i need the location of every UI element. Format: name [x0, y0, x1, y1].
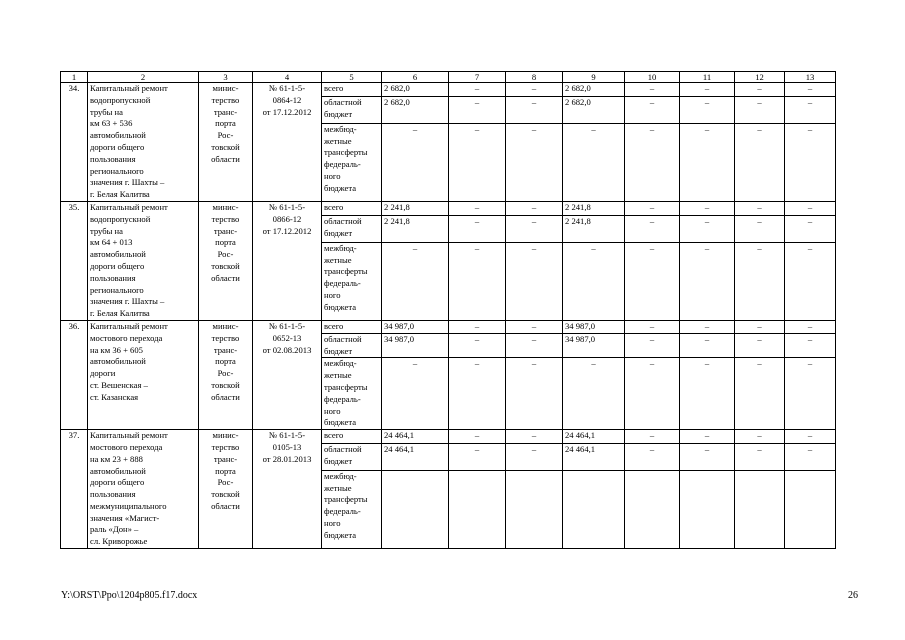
amount-cell: 2 241,8 — [382, 201, 449, 215]
amount-cell: – — [449, 123, 506, 201]
amount-cell: – — [735, 83, 785, 97]
file-path: Y:\ORST\Ppo\1204p805.f17.docx — [61, 590, 198, 601]
amount-cell: – — [785, 358, 836, 430]
amount-cell: – — [382, 358, 449, 430]
amount-cell — [506, 470, 563, 548]
amount-cell — [785, 470, 836, 548]
amount-cell: 2 682,0 — [563, 83, 625, 97]
expertise-document: № 61-1-5- 0864-12 от 17.12.2012 — [253, 83, 322, 202]
row-number: 37. — [61, 430, 88, 549]
amount-cell: – — [506, 242, 563, 320]
funding-source: областной бюджет — [322, 96, 382, 123]
amount-cell: – — [735, 201, 785, 215]
amount-cell: – — [449, 320, 506, 333]
amount-cell: – — [506, 83, 563, 97]
funding-source: всего — [322, 320, 382, 333]
column-number: 4 — [253, 72, 322, 83]
amount-cell: – — [449, 96, 506, 123]
expertise-document: № 61-1-5- 0652-13 от 02.08.2013 — [253, 320, 322, 429]
amount-cell: – — [680, 242, 735, 320]
amount-cell: – — [625, 242, 680, 320]
funding-source: областной бюджет — [322, 333, 382, 358]
amount-cell: – — [625, 430, 680, 444]
amount-cell: – — [785, 430, 836, 444]
amount-cell: – — [625, 96, 680, 123]
amount-cell: – — [735, 123, 785, 201]
amount-cell: – — [735, 430, 785, 444]
column-number-row — [61, 72, 836, 83]
amount-cell: – — [625, 333, 680, 358]
amount-cell: – — [680, 215, 735, 242]
amount-cell: – — [735, 242, 785, 320]
column-number: 5 — [322, 72, 382, 83]
amount-cell: 24 464,1 — [382, 430, 449, 444]
amount-cell: 34 987,0 — [563, 333, 625, 358]
column-number: 8 — [506, 72, 563, 83]
amount-cell: – — [382, 242, 449, 320]
amount-cell: – — [563, 358, 625, 430]
amount-cell — [563, 470, 625, 548]
amount-cell: – — [785, 444, 836, 471]
amount-cell: – — [735, 358, 785, 430]
amount-cell: – — [449, 333, 506, 358]
amount-cell: – — [735, 215, 785, 242]
page-number: 26 — [848, 590, 858, 601]
column-number: 1 — [61, 72, 88, 83]
amount-cell: – — [506, 333, 563, 358]
amount-cell: – — [625, 215, 680, 242]
amount-cell: – — [506, 96, 563, 123]
amount-cell: 24 464,1 — [563, 444, 625, 471]
amount-cell — [735, 470, 785, 548]
amount-cell: – — [735, 96, 785, 123]
amount-cell: 2 682,0 — [382, 96, 449, 123]
customer-org: минис- терство транс- порта Рос- товской области — [199, 201, 253, 320]
amount-cell: – — [680, 320, 735, 333]
row-number: 34. — [61, 83, 88, 202]
amount-cell: – — [785, 333, 836, 358]
column-number: 13 — [785, 72, 836, 83]
amount-cell — [625, 470, 680, 548]
amount-cell: – — [563, 242, 625, 320]
amount-cell: 2 682,0 — [382, 83, 449, 97]
amount-cell: – — [680, 96, 735, 123]
funding-source: областной бюджет — [322, 215, 382, 242]
amount-cell: – — [785, 123, 836, 201]
amount-cell: – — [625, 358, 680, 430]
amount-cell: 34 987,0 — [382, 333, 449, 358]
column-number: 9 — [563, 72, 625, 83]
amount-cell: – — [506, 444, 563, 471]
row-number: 36. — [61, 320, 88, 429]
amount-cell: – — [680, 430, 735, 444]
expertise-document: № 61-1-5- 0105-13 от 28.01.2013 — [253, 430, 322, 549]
column-number: 12 — [735, 72, 785, 83]
amount-cell: 2 241,8 — [563, 215, 625, 242]
amount-cell: – — [506, 430, 563, 444]
amount-cell: – — [680, 201, 735, 215]
table-row — [61, 201, 836, 215]
object-name: Капитальный ремонт водопропускной трубы на км 64 + 013 автомобильной дороги общего пользования регионального значения г. Шахты – г. Белая Калитва — [88, 201, 199, 320]
amount-cell: 24 464,1 — [563, 430, 625, 444]
column-number: 2 — [88, 72, 199, 83]
funding-source: всего — [322, 201, 382, 215]
amount-cell: – — [785, 215, 836, 242]
amount-cell: – — [785, 320, 836, 333]
amount-cell: – — [449, 215, 506, 242]
amount-cell: – — [625, 123, 680, 201]
amount-cell: – — [506, 215, 563, 242]
amount-cell: – — [735, 444, 785, 471]
amount-cell — [449, 470, 506, 548]
amount-cell: 2 682,0 — [563, 96, 625, 123]
funding-source: всего — [322, 83, 382, 97]
amount-cell: – — [506, 201, 563, 215]
amount-cell: – — [449, 430, 506, 444]
amount-cell: 24 464,1 — [382, 444, 449, 471]
amount-cell: – — [625, 444, 680, 471]
funding-source: межбюд- жетные трансферты федераль- ного бюджета — [322, 242, 382, 320]
amount-cell: – — [680, 83, 735, 97]
column-number: 3 — [199, 72, 253, 83]
funding-source: областной бюджет — [322, 444, 382, 471]
amount-cell: – — [680, 333, 735, 358]
object-name: Капитальный ремонт водопропускной трубы на км 63 + 536 автомобильной дороги общего пользования регионального значения г. Шахты – г. Белая Калитва — [88, 83, 199, 202]
amount-cell: – — [680, 444, 735, 471]
amount-cell: – — [506, 123, 563, 201]
expertise-document: № 61-1-5- 0866-12 от 17.12.2012 — [253, 201, 322, 320]
amount-cell: – — [785, 242, 836, 320]
amount-cell: – — [735, 320, 785, 333]
column-number: 11 — [680, 72, 735, 83]
amount-cell: 2 241,8 — [382, 215, 449, 242]
amount-cell: – — [382, 123, 449, 201]
object-name: Капитальный ремонт мостового перехода на км 23 + 888 автомобильной дороги общего пользования межмуниципального значения «Магист- раль «Дон» – сл. Криворожье — [88, 430, 199, 549]
column-number: 10 — [625, 72, 680, 83]
amount-cell: – — [785, 96, 836, 123]
funding-source: всего — [322, 430, 382, 444]
column-number: 6 — [382, 72, 449, 83]
amount-cell: – — [625, 201, 680, 215]
table-row — [61, 83, 836, 97]
funding-source: межбюд- жетные трансферты федераль- ного бюджета — [322, 358, 382, 430]
amount-cell: – — [449, 358, 506, 430]
budget-table — [60, 71, 836, 549]
amount-cell: 34 987,0 — [382, 320, 449, 333]
amount-cell — [680, 470, 735, 548]
amount-cell: – — [680, 123, 735, 201]
funding-source: межбюд- жетные трансферты федераль- ного бюджета — [322, 470, 382, 548]
amount-cell: 34 987,0 — [563, 320, 625, 333]
amount-cell: – — [449, 444, 506, 471]
customer-org: минис- терство транс- порта Рос- товской области — [199, 320, 253, 429]
amount-cell: – — [625, 320, 680, 333]
amount-cell: – — [625, 83, 680, 97]
amount-cell: – — [449, 83, 506, 97]
amount-cell — [382, 470, 449, 548]
amount-cell: 2 241,8 — [563, 201, 625, 215]
amount-cell: – — [785, 201, 836, 215]
table-row — [61, 430, 836, 444]
amount-cell: – — [449, 201, 506, 215]
customer-org: минис- терство транс- порта Рос- товской области — [199, 83, 253, 202]
object-name: Капитальный ремонт мостового перехода на км 36 + 605 автомобильной дороги ст. Вешенская – ст. Казанская — [88, 320, 199, 429]
amount-cell: – — [563, 123, 625, 201]
amount-cell: – — [506, 320, 563, 333]
column-number: 7 — [449, 72, 506, 83]
amount-cell: – — [680, 358, 735, 430]
funding-source: межбюд- жетные трансферты федераль- ного бюджета — [322, 123, 382, 201]
amount-cell: – — [735, 333, 785, 358]
amount-cell: – — [449, 242, 506, 320]
row-number: 35. — [61, 201, 88, 320]
amount-cell: – — [506, 358, 563, 430]
table-row — [61, 320, 836, 333]
customer-org: минис- терство транс- порта Рос- товской области — [199, 430, 253, 549]
amount-cell: – — [785, 83, 836, 97]
